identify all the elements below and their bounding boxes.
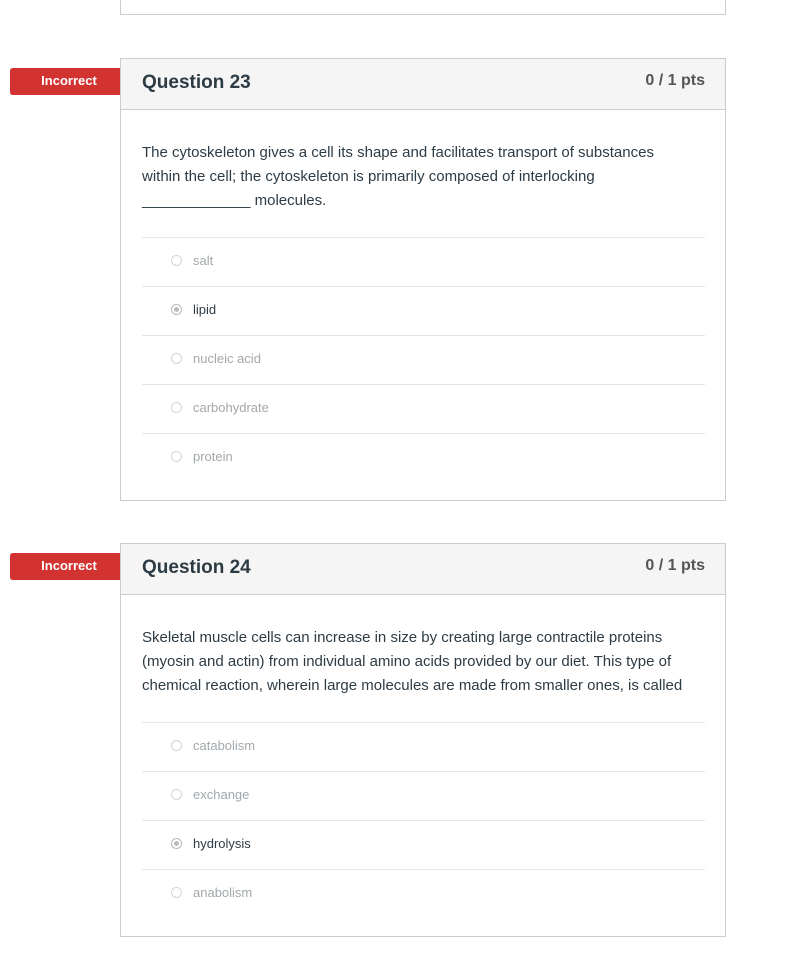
question-points: 0 / 1 pts: [645, 72, 705, 89]
answer-label: lipid: [193, 302, 217, 317]
question-header: [121, 544, 725, 595]
question-text: The cytoskeleton gives a cell its shape and facilitates transport of substances within the cell; the cytoskeleton is primarily composed of interlocking _____________ molecules.: [142, 144, 654, 209]
incorrect-badge-label: Incorrect: [41, 558, 97, 573]
answer-label: salt: [193, 253, 214, 268]
answer-list: [142, 237, 705, 482]
radio-button-selected[interactable]: [171, 304, 182, 315]
answer-label: protein: [193, 449, 233, 464]
question-24: [120, 543, 726, 937]
radio-button-selected[interactable]: [171, 838, 182, 849]
incorrect-badge: [10, 553, 134, 580]
answer-option[interactable]: [142, 336, 705, 385]
radio-button[interactable]: [171, 887, 182, 898]
incorrect-badge-label: Incorrect: [41, 73, 97, 88]
radio-button[interactable]: [171, 740, 182, 751]
radio-button[interactable]: [171, 451, 182, 462]
answer-option[interactable]: [142, 287, 705, 336]
radio-button[interactable]: [171, 255, 182, 266]
answer-label: exchange: [193, 787, 250, 802]
answer-option[interactable]: [142, 238, 705, 287]
answer-list: [142, 722, 705, 918]
radio-button[interactable]: [171, 402, 182, 413]
answer-option[interactable]: [142, 772, 705, 821]
answer-label: catabolism: [193, 738, 256, 753]
radio-button[interactable]: [171, 789, 182, 800]
question-points: 0 / 1 pts: [645, 557, 705, 574]
answer-label: hydrolysis: [193, 836, 251, 851]
question-title: Question 23: [142, 72, 251, 93]
answer-option[interactable]: [142, 434, 705, 482]
answer-label: nucleic acid: [193, 351, 261, 366]
question-title: Question 24: [142, 557, 251, 578]
incorrect-badge: [10, 68, 134, 95]
previous-question-bottom: [120, 0, 726, 15]
answer-option[interactable]: [142, 821, 705, 870]
answer-label: anabolism: [193, 885, 253, 900]
answer-option[interactable]: [142, 723, 705, 772]
question-header: [121, 59, 725, 110]
answer-label: carbohydrate: [193, 400, 269, 415]
question-text: Skeletal muscle cells can increase in size by creating large contractile proteins (myosin and actin) from individual amino acids provided by our diet. This type of chemical reaction, wherein large molecules are made from smaller ones, is called: [142, 629, 683, 694]
radio-button[interactable]: [171, 353, 182, 364]
answer-option[interactable]: [142, 385, 705, 434]
question-23: [120, 58, 726, 501]
answer-option[interactable]: [142, 870, 705, 918]
